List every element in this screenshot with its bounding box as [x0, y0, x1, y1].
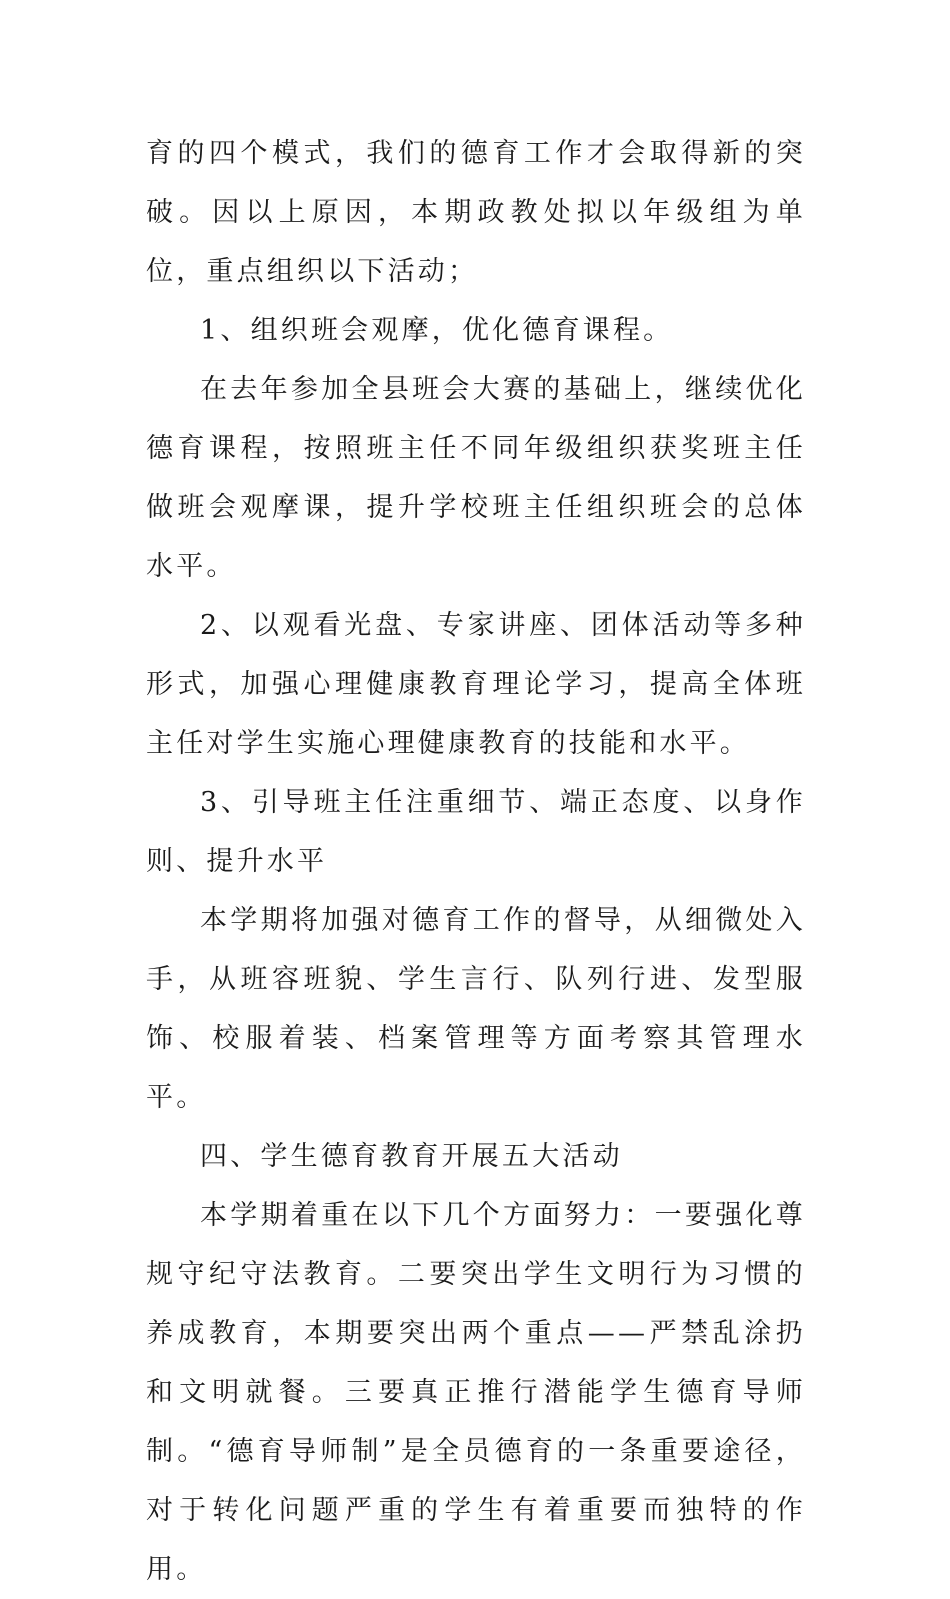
section-4-body: 本学期着重在以下几个方面努力：一要强化尊规守纪守法教育。二要突出学生文明行为习惯的养成教育，本期要突出两个重点——严禁乱涂扔和文明就餐。三要真正推行潜能学生德育导师制。“德育导师制”是全员德育的一条重要途径，对于转化问题严重的学生有着重要而独特的作用。 — [146, 1200, 806, 1585]
item-3-body: 本学期将加强对德育工作的督导，从细微处入手，从班容班貌、学生言行、队列行进、发型服饰、校服着装、档案管理等方面考察其管理水平。 — [146, 905, 806, 1113]
item-1-body: 在去年参加全县班会大赛的基础上，继续优化德育课程，按照班主任不同年级组织获奖班主任做班会观摩课，提升学校班主任组织班会的总体水平。 — [146, 374, 806, 582]
item-2-paragraph: 2、以观看光盘、专家讲座、团体活动等多种形式，加强心理健康教育理论学习，提高全体班主任对学生实施心理健康教育的技能和水平。 — [146, 610, 806, 759]
document-body — [146, 124, 806, 1599]
item-3-heading: 3、引导班主任注重细节、端正态度、以身作则、提升水平 — [146, 787, 806, 877]
paragraph-continuation: 育的四个模式，我们的德育工作才会取得新的突破。因以上原因，本期政教处拟以年级组为单位，重点组织以下活动； — [146, 138, 806, 287]
section-4-heading: 四、学生德育教育开展五大活动 — [200, 1141, 623, 1172]
item-1-heading: 1、组织班会观摩，优化德育课程。 — [200, 315, 674, 346]
